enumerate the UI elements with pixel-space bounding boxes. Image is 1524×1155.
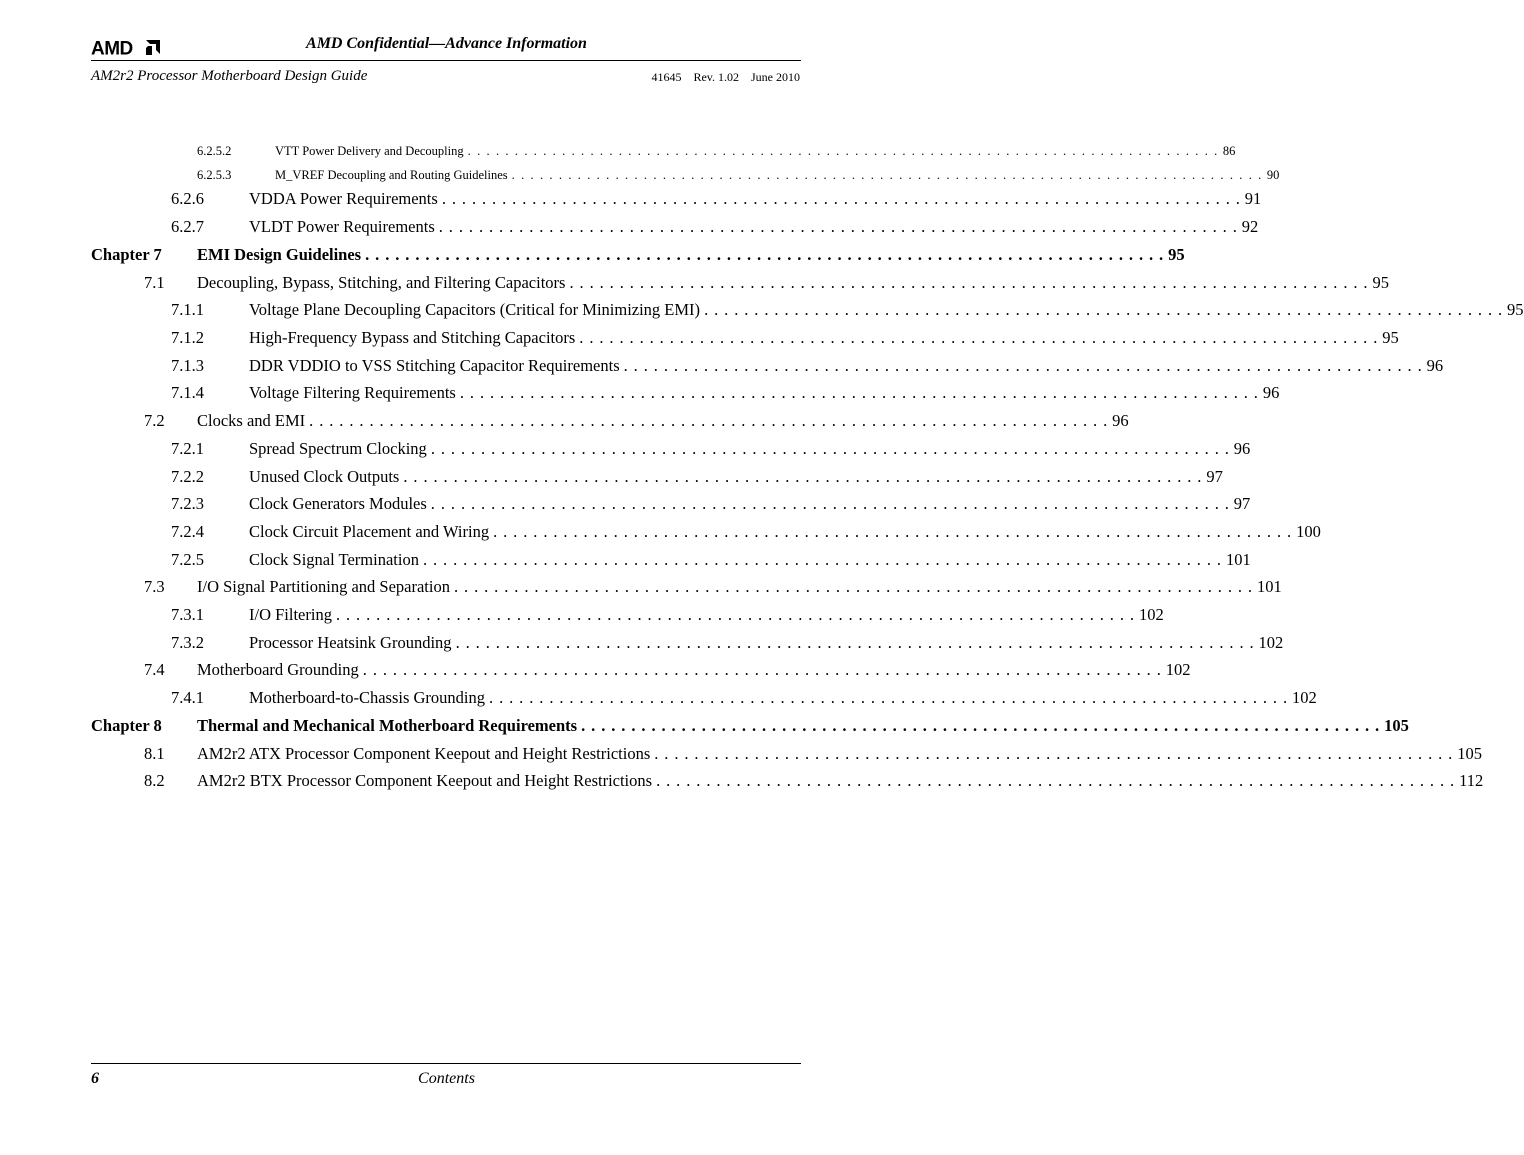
toc-entry-number: 8.1 xyxy=(144,744,165,763)
document-number: 41645 xyxy=(651,70,682,84)
toc-entry[interactable] xyxy=(0,743,1482,765)
toc-entry-page: 91 xyxy=(1244,189,1262,208)
dot-leader: . . . . . . . . . . . . . . . . . . . . . . . . . . . . . . . . . . . . . . . . . . . . . . . . . . . . . . . . . . . . . . . . . . . . . . . . . . . . . . . . xyxy=(365,245,1165,264)
toc-entry-number: 7.2.5 xyxy=(171,550,204,569)
toc-entry-title: Voltage Filtering Requirements xyxy=(249,383,456,402)
dot-leader: . . . . . . . . . . . . . . . . . . . . . . . . . . . . . . . . . . . . . . . . . . . . . . . . . . . . . . . . . . . . . . . . . . . . . . . . . . . . . . . . xyxy=(430,439,1230,458)
toc-entry-number: 8.2 xyxy=(144,771,165,790)
dot-leader: . . . . . . . . . . . . . . . . . . . . . . . . . . . . . . . . . . . . . . . . . . . . . . . . . . . . . . . . . . . . . . . . . . . . . . . . . . . . . . . . xyxy=(335,605,1135,624)
toc-entry-page: 112 xyxy=(1459,771,1484,790)
toc-entry[interactable] xyxy=(0,438,1251,460)
footer-section-title: Contents xyxy=(418,1070,475,1087)
header-divider xyxy=(91,60,801,61)
toc-entry[interactable] xyxy=(0,382,1280,404)
toc-entry[interactable] xyxy=(0,715,1409,737)
toc-entry-number: 6.2.5.3 xyxy=(197,168,232,182)
toc-entry[interactable] xyxy=(0,632,1284,654)
toc-entry-title: I/O Signal Partitioning and Separation xyxy=(197,577,450,596)
dot-leader: . . . . . . . . . . . . . . . . . . . . . . . . . . . . . . . . . . . . . . . . . . . . . . . . . . . . . . . . . . . . . . . . . . . . . . . . . . . . . . . . xyxy=(489,688,1288,707)
toc-entry-number: 7.4.1 xyxy=(171,688,204,707)
toc-entry-title: Clock Circuit Placement and Wiring xyxy=(249,522,490,541)
toc-entry[interactable] xyxy=(0,140,1236,162)
toc-entry[interactable] xyxy=(0,216,1259,238)
toc-entry-title: AM2r2 BTX Processor Component Keepout and Height Restrictions xyxy=(197,771,653,790)
toc-entry-title: M_VREF Decoupling and Routing Guidelines xyxy=(275,168,508,182)
footer-divider xyxy=(91,1063,801,1064)
toc-entry-page: 95 xyxy=(1372,273,1389,292)
toc-entry-page: 90 xyxy=(1266,168,1280,182)
dot-leader: . . . . . . . . . . . . . . . . . . . . . . . . . . . . . . . . . . . . . . . . . . . . . . . . . . . . . . . . . . . . . . . . . . . . . . . . . . . . . . . . xyxy=(654,744,1454,763)
toc-entry[interactable] xyxy=(0,299,1524,321)
dot-leader: . . . . . . . . . . . . . . . . . . . . . . . . . . . . . . . . . . . . . . . . . . . . . . . . . . . . . . . . . . . . . . . . . . . . . . . . . . . . . . . . xyxy=(438,217,1238,236)
toc-entry-title: I/O Filtering xyxy=(249,605,332,624)
document-meta xyxy=(651,70,800,85)
toc-entry-number: Chapter 7 xyxy=(91,245,162,264)
toc-entry-page: 101 xyxy=(1256,577,1282,596)
toc-entry-title: Voltage Plane Decoupling Capacitors (Critical for Minimizing EMI) xyxy=(249,300,701,319)
toc-entry-number: 7.2.2 xyxy=(171,467,204,486)
toc-entry[interactable] xyxy=(0,770,1484,792)
toc-entry-number: 7.2.4 xyxy=(171,522,204,541)
toc-entry-page: 100 xyxy=(1296,522,1321,541)
toc-entry-page: 96 xyxy=(1262,383,1280,402)
toc-entry-page: 102 xyxy=(1292,688,1317,707)
toc-entry-number: 7.2.3 xyxy=(171,494,204,513)
document-date: June 2010 xyxy=(751,70,800,84)
toc-entry-title: Spread Spectrum Clocking xyxy=(249,439,427,458)
toc-entry-title: Clock Signal Termination xyxy=(249,550,419,569)
page-number: 6 xyxy=(91,1070,99,1087)
toc-entry-title: VLDT Power Requirements xyxy=(249,217,435,236)
dot-leader: . . . . . . . . . . . . . . . . . . . . . . . . . . . . . . . . . . . . . . . . . . . . . . . . . . . . . . . . . . . . . . . . . . . . . . . . . . . . . . . . xyxy=(453,577,1253,596)
document-title: AM2r2 Processor Motherboard Design Guide xyxy=(91,68,368,84)
toc-entry-title: Decoupling, Bypass, Stitching, and Filtering Capacitors xyxy=(197,273,566,292)
dot-leader: . . . . . . . . . . . . . . . . . . . . . . . . . . . . . . . . . . . . . . . . . . . . . . . . . . . . . . . . . . . . . . . . . . . . . . . . . . . . . . . . xyxy=(704,300,1504,319)
dot-leader: . . . . . . . . . . . . . . . . . . . . . . . . . . . . . . . . . . . . . . . . . . . . . . . . . . . . . . . . . . . . . . . . . . . . . . . . . . . . . . . . xyxy=(459,383,1259,402)
toc-entry-number: 7.1 xyxy=(144,273,165,292)
toc-entry-title: Thermal and Mechanical Motherboard Requirements xyxy=(197,716,578,735)
toc-entry[interactable] xyxy=(0,164,1280,186)
toc-entry-title: Unused Clock Outputs xyxy=(249,467,400,486)
toc-entry[interactable] xyxy=(0,244,1185,266)
toc-entry-page: 102 xyxy=(1165,660,1191,679)
toc-entry[interactable] xyxy=(0,687,1317,709)
toc-entry-page: 95 xyxy=(1382,328,1399,347)
toc-entry-page: 101 xyxy=(1225,550,1251,569)
toc-entry-title: VDDA Power Requirements xyxy=(249,189,438,208)
toc-entry-page: 105 xyxy=(1457,744,1482,763)
dot-leader: . . . . . . . . . . . . . . . . . . . . . . . . . . . . . . . . . . . . . . . . . . . . . . . . . . . . . . . . . . . . . . . . . . . . . . . . . . . . . . . . xyxy=(467,144,1219,158)
toc-entry-page: 86 xyxy=(1222,144,1236,158)
toc-entry-page: 97 xyxy=(1206,467,1223,486)
toc-entry-number: 7.3 xyxy=(144,577,165,596)
toc-entry-number: 7.1.2 xyxy=(171,328,204,347)
toc-entry-number: 6.2.5.2 xyxy=(197,144,232,158)
dot-leader: . . . . . . . . . . . . . . . . . . . . . . . . . . . . . . . . . . . . . . . . . . . . . . . . . . . . . . . . . . . . . . . . . . . . . . . . . . . . . . . . xyxy=(441,189,1241,208)
dot-leader: . . . . . . . . . . . . . . . . . . . . . . . . . . . . . . . . . . . . . . . . . . . . . . . . . . . . . . . . . . . . . . . . . . . . . . . . . . . . . . . . xyxy=(569,273,1369,292)
toc-entry-number: 7.2.1 xyxy=(171,439,204,458)
toc-entry-number: 7.1.1 xyxy=(171,300,204,319)
toc-entry[interactable] xyxy=(0,604,1164,626)
toc-entry-page: 95 xyxy=(1507,300,1524,319)
toc-entry-title: VTT Power Delivery and Decoupling xyxy=(275,144,464,158)
toc-entry-number: 7.3.1 xyxy=(171,605,204,624)
toc-entry[interactable] xyxy=(0,659,1191,681)
toc-entry-page: 95 xyxy=(1168,245,1185,264)
toc-entry-number: 6.2.6 xyxy=(171,189,204,208)
toc-entry-title: EMI Design Guidelines xyxy=(197,245,362,264)
toc-entry[interactable] xyxy=(0,549,1251,571)
toc-entry-page: 92 xyxy=(1241,217,1259,236)
toc-entry-number: 7.1.4 xyxy=(171,383,204,402)
dot-leader: . . . . . . . . . . . . . . . . . . . . . . . . . . . . . . . . . . . . . . . . . . . . . . . . . . . . . . . . . . . . . . . . . . . . . . . . . . . . . . . . xyxy=(511,168,1263,182)
dot-leader: . . . . . . . . . . . . . . . . . . . . . . . . . . . . . . . . . . . . . . . . . . . . . . . . . . . . . . . . . . . . . . . . . . . . . . . . . . . . . . . . xyxy=(579,328,1379,347)
svg-text:AMD: AMD xyxy=(91,38,133,60)
dot-leader: . . . . . . . . . . . . . . . . . . . . . . . . . . . . . . . . . . . . . . . . . . . . . . . . . . . . . . . . . . . . . . . . . . . . . . . . . . . . . . . . xyxy=(422,550,1222,569)
toc-entry[interactable] xyxy=(0,576,1282,598)
toc-entry[interactable] xyxy=(0,188,1262,210)
toc-entry-number: Chapter 8 xyxy=(91,716,162,735)
document-revision: Rev. 1.02 xyxy=(693,70,739,84)
toc-entry-number: 7.1.3 xyxy=(171,356,204,375)
dot-leader: . . . . . . . . . . . . . . . . . . . . . . . . . . . . . . . . . . . . . . . . . . . . . . . . . . . . . . . . . . . . . . . . . . . . . . . . . . . . . . . . xyxy=(455,633,1255,652)
toc-entry-number: 7.4 xyxy=(144,660,165,679)
toc-entry-title: DDR VDDIO to VSS Stitching Capacitor Requirements xyxy=(249,356,620,375)
toc-entry-number: 6.2.7 xyxy=(171,217,204,236)
toc-entry-page: 96 xyxy=(1426,356,1444,375)
toc-entry-page: 105 xyxy=(1384,716,1409,735)
dot-leader: . . . . . . . . . . . . . . . . . . . . . . . . . . . . . . . . . . . . . . . . . . . . . . . . . . . . . . . . . . . . . . . . . . . . . . . . . . . . . . . . xyxy=(430,494,1230,513)
toc-entry-page: 102 xyxy=(1258,633,1284,652)
toc-entry-page: 96 xyxy=(1233,439,1251,458)
toc-entry-title: Clocks and EMI xyxy=(197,411,306,430)
toc-entry[interactable] xyxy=(0,521,1321,543)
toc-entry-title: AM2r2 ATX Processor Component Keepout and Height Restrictions xyxy=(197,744,651,763)
toc-entry[interactable] xyxy=(0,327,1399,349)
toc-entry-title: Motherboard Grounding xyxy=(197,660,359,679)
toc-entry-number: 7.3.2 xyxy=(171,633,204,652)
toc-entry-title: High-Frequency Bypass and Stitching Capacitors xyxy=(249,328,576,347)
toc-entry-title: Motherboard-to-Chassis Grounding xyxy=(249,688,486,707)
toc-entry-number: 7.2 xyxy=(144,411,165,430)
dot-leader: . . . . . . . . . . . . . . . . . . . . . . . . . . . . . . . . . . . . . . . . . . . . . . . . . . . . . . . . . . . . . . . . . . . . . . . . . . . . . . . . xyxy=(656,771,1456,790)
toc-entry-title: Processor Heatsink Grounding xyxy=(249,633,452,652)
dot-leader: . . . . . . . . . . . . . . . . . . . . . . . . . . . . . . . . . . . . . . . . . . . . . . . . . . . . . . . . . . . . . . . . . . . . . . . . . . . . . . . . xyxy=(581,716,1381,735)
toc-entry[interactable] xyxy=(0,493,1251,515)
toc-entry[interactable] xyxy=(0,466,1223,488)
toc-entry-title: Clock Generators Modules xyxy=(249,494,427,513)
dot-leader: . . . . . . . . . . . . . . . . . . . . . . . . . . . . . . . . . . . . . . . . . . . . . . . . . . . . . . . . . . . . . . . . . . . . . . . . . . . . . . . . xyxy=(623,356,1423,375)
dot-leader: . . . . . . . . . . . . . . . . . . . . . . . . . . . . . . . . . . . . . . . . . . . . . . . . . . . . . . . . . . . . . . . . . . . . . . . . . . . . . . . . xyxy=(362,660,1162,679)
toc-entry-page: 97 xyxy=(1233,494,1251,513)
toc-entry-page: 96 xyxy=(1112,411,1129,430)
toc-entry[interactable] xyxy=(0,410,1129,432)
toc-entry[interactable] xyxy=(0,355,1444,377)
toc-entry-page: 102 xyxy=(1138,605,1164,624)
dot-leader: . . . . . . . . . . . . . . . . . . . . . . . . . . . . . . . . . . . . . . . . . . . . . . . . . . . . . . . . . . . . . . . . . . . . . . . . . . . . . . . . xyxy=(309,411,1109,430)
dot-leader: . . . . . . . . . . . . . . . . . . . . . . . . . . . . . . . . . . . . . . . . . . . . . . . . . . . . . . . . . . . . . . . . . . . . . . . . . . . . . . . . xyxy=(493,522,1293,541)
dot-leader: . . . . . . . . . . . . . . . . . . . . . . . . . . . . . . . . . . . . . . . . . . . . . . . . . . . . . . . . . . . . . . . . . . . . . . . . . . . . . . . . xyxy=(403,467,1203,486)
toc-entry[interactable] xyxy=(0,272,1389,294)
confidential-banner: AMD Confidential—Advance Information xyxy=(306,35,587,52)
